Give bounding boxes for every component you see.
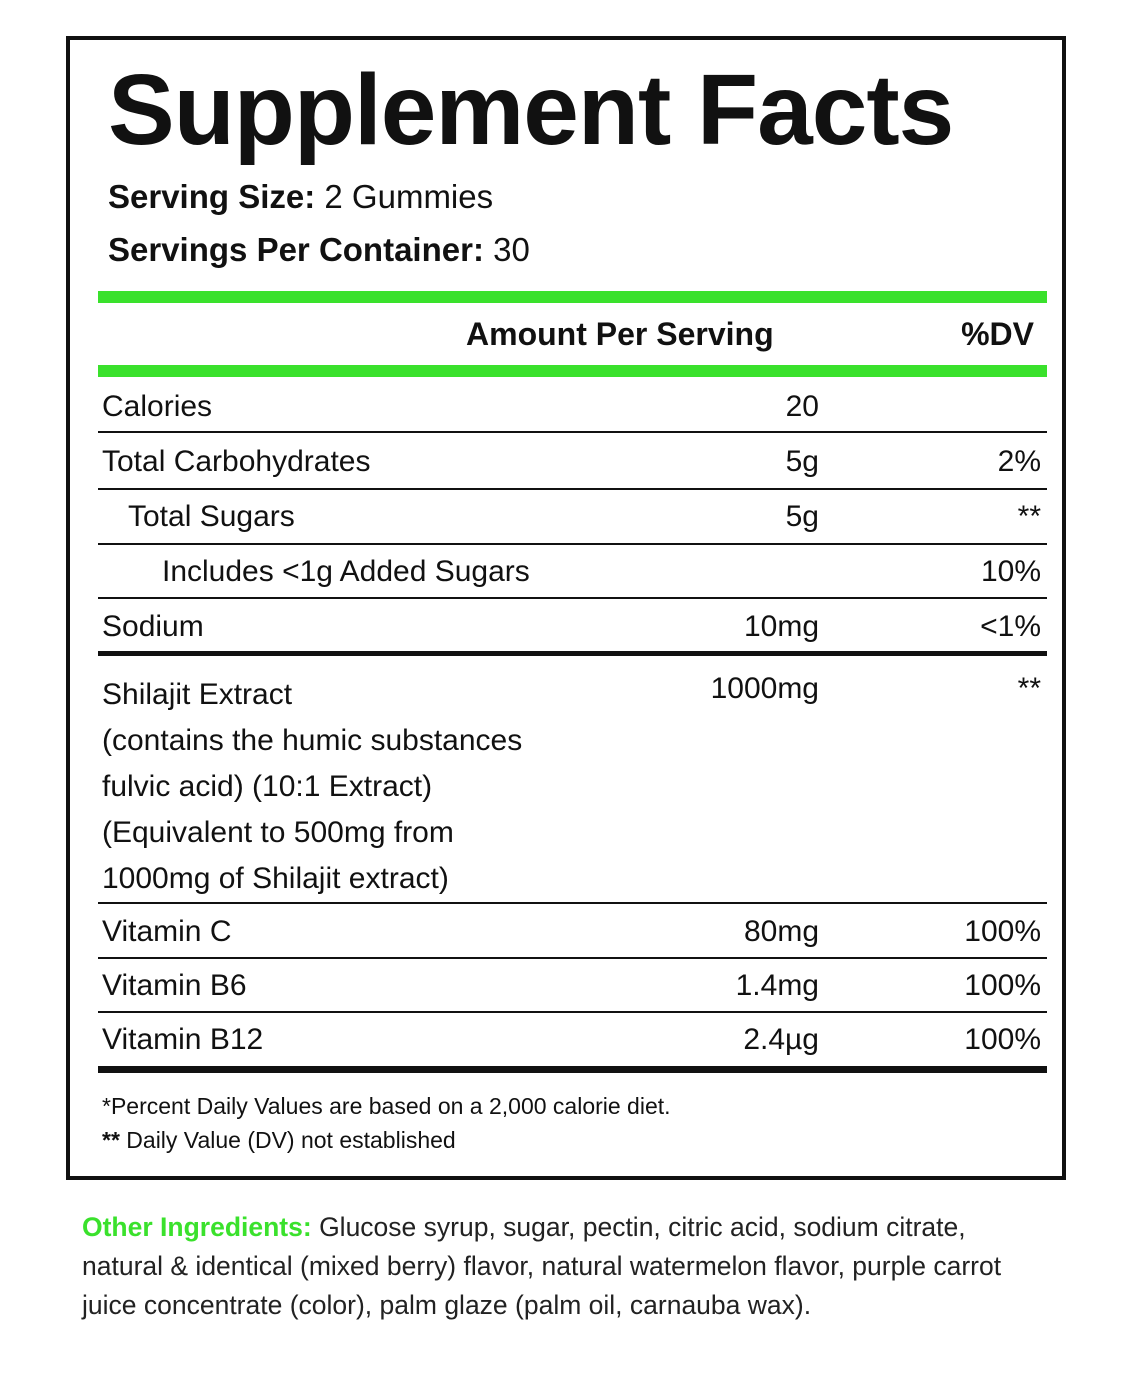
row-divider xyxy=(98,431,1047,433)
vitamin-dv: 100% xyxy=(964,1023,1041,1056)
nutrient-dv: <1% xyxy=(980,610,1041,643)
nutrient-amount: 5g xyxy=(785,445,819,478)
servings-per-container-label: Servings Per Container: xyxy=(108,231,484,268)
nutrient-name: Calories xyxy=(102,390,213,423)
vitamin-amount: 2.4µg xyxy=(743,1023,819,1056)
row-divider xyxy=(98,957,1047,959)
footnote-mark: ** xyxy=(102,1127,120,1153)
other-ingredients xyxy=(82,1208,1042,1325)
row-divider xyxy=(98,543,1047,545)
vitamin-name: Vitamin B6 xyxy=(102,969,247,1002)
green-divider-bottom xyxy=(98,365,1047,377)
nutrient-dv: 10% xyxy=(980,555,1041,588)
shilajit-line: (contains the humic substances xyxy=(102,724,523,757)
nutrient-dv: ** xyxy=(1017,500,1041,533)
nutrient-amount: 5g xyxy=(785,500,819,533)
shilajit-line: Shilajit Extract xyxy=(102,678,293,711)
serving-size-label: Serving Size: xyxy=(108,178,316,215)
nutrient-name: Sodium xyxy=(102,610,204,643)
vitamin-name: Vitamin C xyxy=(102,915,232,948)
shilajit-line: 1000mg of Shilajit extract) xyxy=(102,862,449,895)
green-divider-top xyxy=(98,291,1047,303)
vitamin-dv: 100% xyxy=(964,915,1041,948)
serving-size xyxy=(108,180,493,213)
nutrient-name: Total Sugars xyxy=(128,500,295,533)
section-divider-bottom xyxy=(98,1066,1047,1073)
servings-per-container-value: 30 xyxy=(493,231,530,268)
supplement-facts-panel xyxy=(66,36,1066,1180)
shilajit-name-block xyxy=(102,672,522,902)
row-divider xyxy=(98,597,1047,599)
header-amount: Amount Per Serving xyxy=(466,316,774,352)
nutrient-amount: 10mg xyxy=(743,610,819,643)
vitamin-amount: 80mg xyxy=(743,915,819,948)
footnote-dv-basis: *Percent Daily Values are based on a 2,000 calorie diet. xyxy=(102,1093,671,1119)
footnote-text: Daily Value (DV) not established xyxy=(119,1127,456,1153)
vitamin-name: Vitamin B12 xyxy=(102,1023,264,1056)
shilajit-dv: ** xyxy=(1017,672,1041,705)
row-divider xyxy=(98,1011,1047,1013)
shilajit-line: (Equivalent to 500mg from xyxy=(102,816,454,849)
other-ingredients-text: Glucose syrup, sugar, pectin, citric acid, sodium citrate, natural & identical (mixed berry) flavor, natural watermelon flavor, purple carrot juice concentrate (color), palm glaze (palm oil, carnauba wax). xyxy=(82,1212,1002,1320)
shilajit-amount: 1000mg xyxy=(710,672,819,705)
nutrient-dv: 2% xyxy=(997,445,1041,478)
nutrient-name: Includes <1g Added Sugars xyxy=(162,555,530,588)
serving-size-value: 2 Gummies xyxy=(324,178,494,215)
panel-title: Supplement Facts xyxy=(108,54,954,166)
servings-per-container xyxy=(108,233,530,266)
nutrient-name: Total Carbohydrates xyxy=(102,445,371,478)
nutrient-amount: 20 xyxy=(785,390,819,423)
row-divider xyxy=(98,902,1047,904)
footnote-dv-not-established xyxy=(102,1129,456,1152)
other-ingredients-label: Other Ingredients: xyxy=(82,1212,312,1242)
shilajit-line: fulvic acid) (10:1 Extract) xyxy=(102,770,433,803)
row-divider xyxy=(98,488,1047,490)
vitamin-dv: 100% xyxy=(964,969,1041,1002)
header-dv: %DV xyxy=(961,316,1034,352)
vitamin-amount: 1.4mg xyxy=(735,969,819,1002)
section-divider xyxy=(98,651,1047,656)
